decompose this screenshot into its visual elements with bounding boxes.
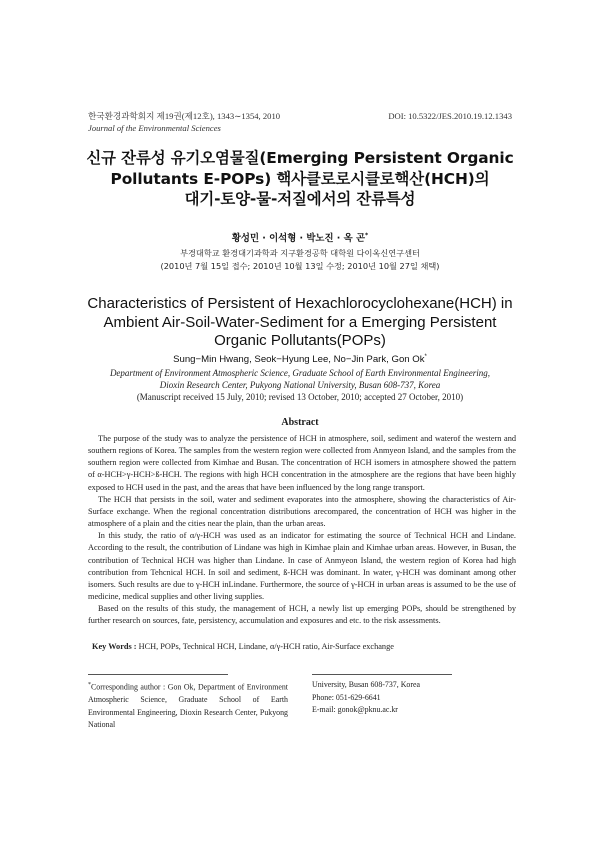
abstract-body <box>88 433 516 628</box>
english-affiliation-line: Dioxin Research Center, Pukyong National University, Busan 608-737, Korea <box>159 380 441 390</box>
english-authors: Sung−Min Hwang, Seok−Hyung Lee, No−Jin Park, Gon Ok* <box>173 354 427 366</box>
citation: 한국환경과학회지 제19권(제12호), 1343∼1354, 2010 <box>88 111 281 121</box>
abstract-heading: Abstract <box>281 417 319 428</box>
korean-authors: 황성민 · 이석형 · 박노진 · 옥 곤* <box>231 231 369 244</box>
footnote-divider <box>312 674 452 675</box>
korean-title <box>60 148 540 210</box>
english-title-line: Ambient Air-Soil-Water-Sediment for a Emerging Persistent <box>103 313 497 331</box>
corresponding-author-note: *Corresponding author : Gon Ok, Department of Environment Atmospheric Science, Graduate School of Earth Environmental Engineering, Dioxin Research Center, Pukyong National <box>88 682 288 730</box>
keywords-text: HCH, POPs, Technical HCH, Lindane, α/γ-HCH ratio, Air-Surface exchange <box>138 642 394 651</box>
english-dates: (Manuscript received 15 July, 2010; revised 13 October, 2010; accepted 27 October, 2010) <box>136 392 464 402</box>
english-affiliation-line: Department of Environment Atmospheric Science, Graduate School of Earth Environmental Engineering, <box>109 368 491 378</box>
korean-affiliation <box>0 247 600 272</box>
korean-title-line: Pollutants E-POPs) 핵사클로로시클로핵산(HCH)의 <box>110 169 490 188</box>
corresponding-mark: * <box>424 354 427 360</box>
corresponding-mark: * <box>365 231 369 239</box>
abstract-paragraph: The purpose of the study was to analyze the persistence of HCH in atmosphere, soil, sediment and waterof the western and southern regions of Korea. The samples from the western region were collected from Anmyeon Island, and the samples from the southern region were collected from Kimhae and Busan. The concentration of HCH isomers in atmosphere showed the pattern of α-HCH>γ-HCH>ß-HCH. The regions with high HCH concentration in the atmosphere are the regions that have been highly exposed to HCH used in the past, and the areas that have been influenced by the long range transport. <box>88 434 516 492</box>
english-title-line: Characteristics of Persistent of Hexachlorocyclohexane(HCH) in <box>87 295 513 312</box>
abstract-paragraph: Based on the results of this study, the management of HCH, a newly list up emerging POPs, should be strengthened by further research on sources, fate, persistency, accumulation and exposures and etc. to the risk assessments. <box>88 604 516 626</box>
english-title-line: Organic Pollutants(POPs) <box>214 332 386 350</box>
abstract-paragraph: The HCH that persists in the soil, water and sediment evaporates into the atmosphere, showing the characteristics of Air-Surface exchange. When the regional concentration distributions arecompared, the concentration of HCH was higher in the atmosphere of a plain and the cities near the plain, than the urban areas. <box>88 494 516 529</box>
contact-phone: Phone: 051-629-6641 <box>312 692 381 702</box>
keywords-label: Key Words : <box>92 642 137 651</box>
journal-header <box>88 110 512 134</box>
contact-address: University, Busan 608-737, Korea <box>312 680 420 689</box>
english-affiliation <box>0 367 600 403</box>
korean-dates: (2010년 7월 15일 접수; 2010년 10월 13일 수정; 2010년 10월 27일 채택) <box>160 260 440 271</box>
korean-affiliation-text: 부경대학교 환경대기과학과 지구환경공학 대학원 다이옥신연구센터 <box>180 248 420 258</box>
journal-name: Journal of the Environmental Sciences <box>88 123 221 133</box>
contact-email: E-mail: gonok@pknu.ac.kr <box>312 705 398 714</box>
footnote-divider <box>88 674 228 675</box>
english-title <box>75 295 525 351</box>
keywords <box>92 642 516 651</box>
corresponding-author-contact <box>312 679 512 717</box>
footnote-mark: * <box>88 682 91 688</box>
doi: DOI: 10.5322/JES.2010.19.12.1343 <box>388 111 512 121</box>
korean-title-line: 신규 잔류성 유기오염물질(Emerging Persistent Organic <box>86 149 514 167</box>
abstract-paragraph: In this study, the ratio of α/γ-HCH was used as an indicator for estimating the source of Technical HCH and Lindane. According to the result, the contribution of Lindane was high in Kimhae plain and Kimhae urban areas. However, in Busan, the contribution of Technical HCH was higher than Lindane. In case of Anmyeon Island, the western region of Korea had high contribution from Tehcnical HCH. In soil and sediment, ß-HCH was dominant. In water, γ-HCH was dominant among other isomers. Such results are due to γ-HCH inLindane. Furthermore, the source of γ-HCH in urban areas is assumed to be the use of medicine, medical supplies and other living supplies. <box>88 531 516 602</box>
korean-title-line: 대기-토양-물-저질에서의 잔류특성 <box>184 190 416 208</box>
